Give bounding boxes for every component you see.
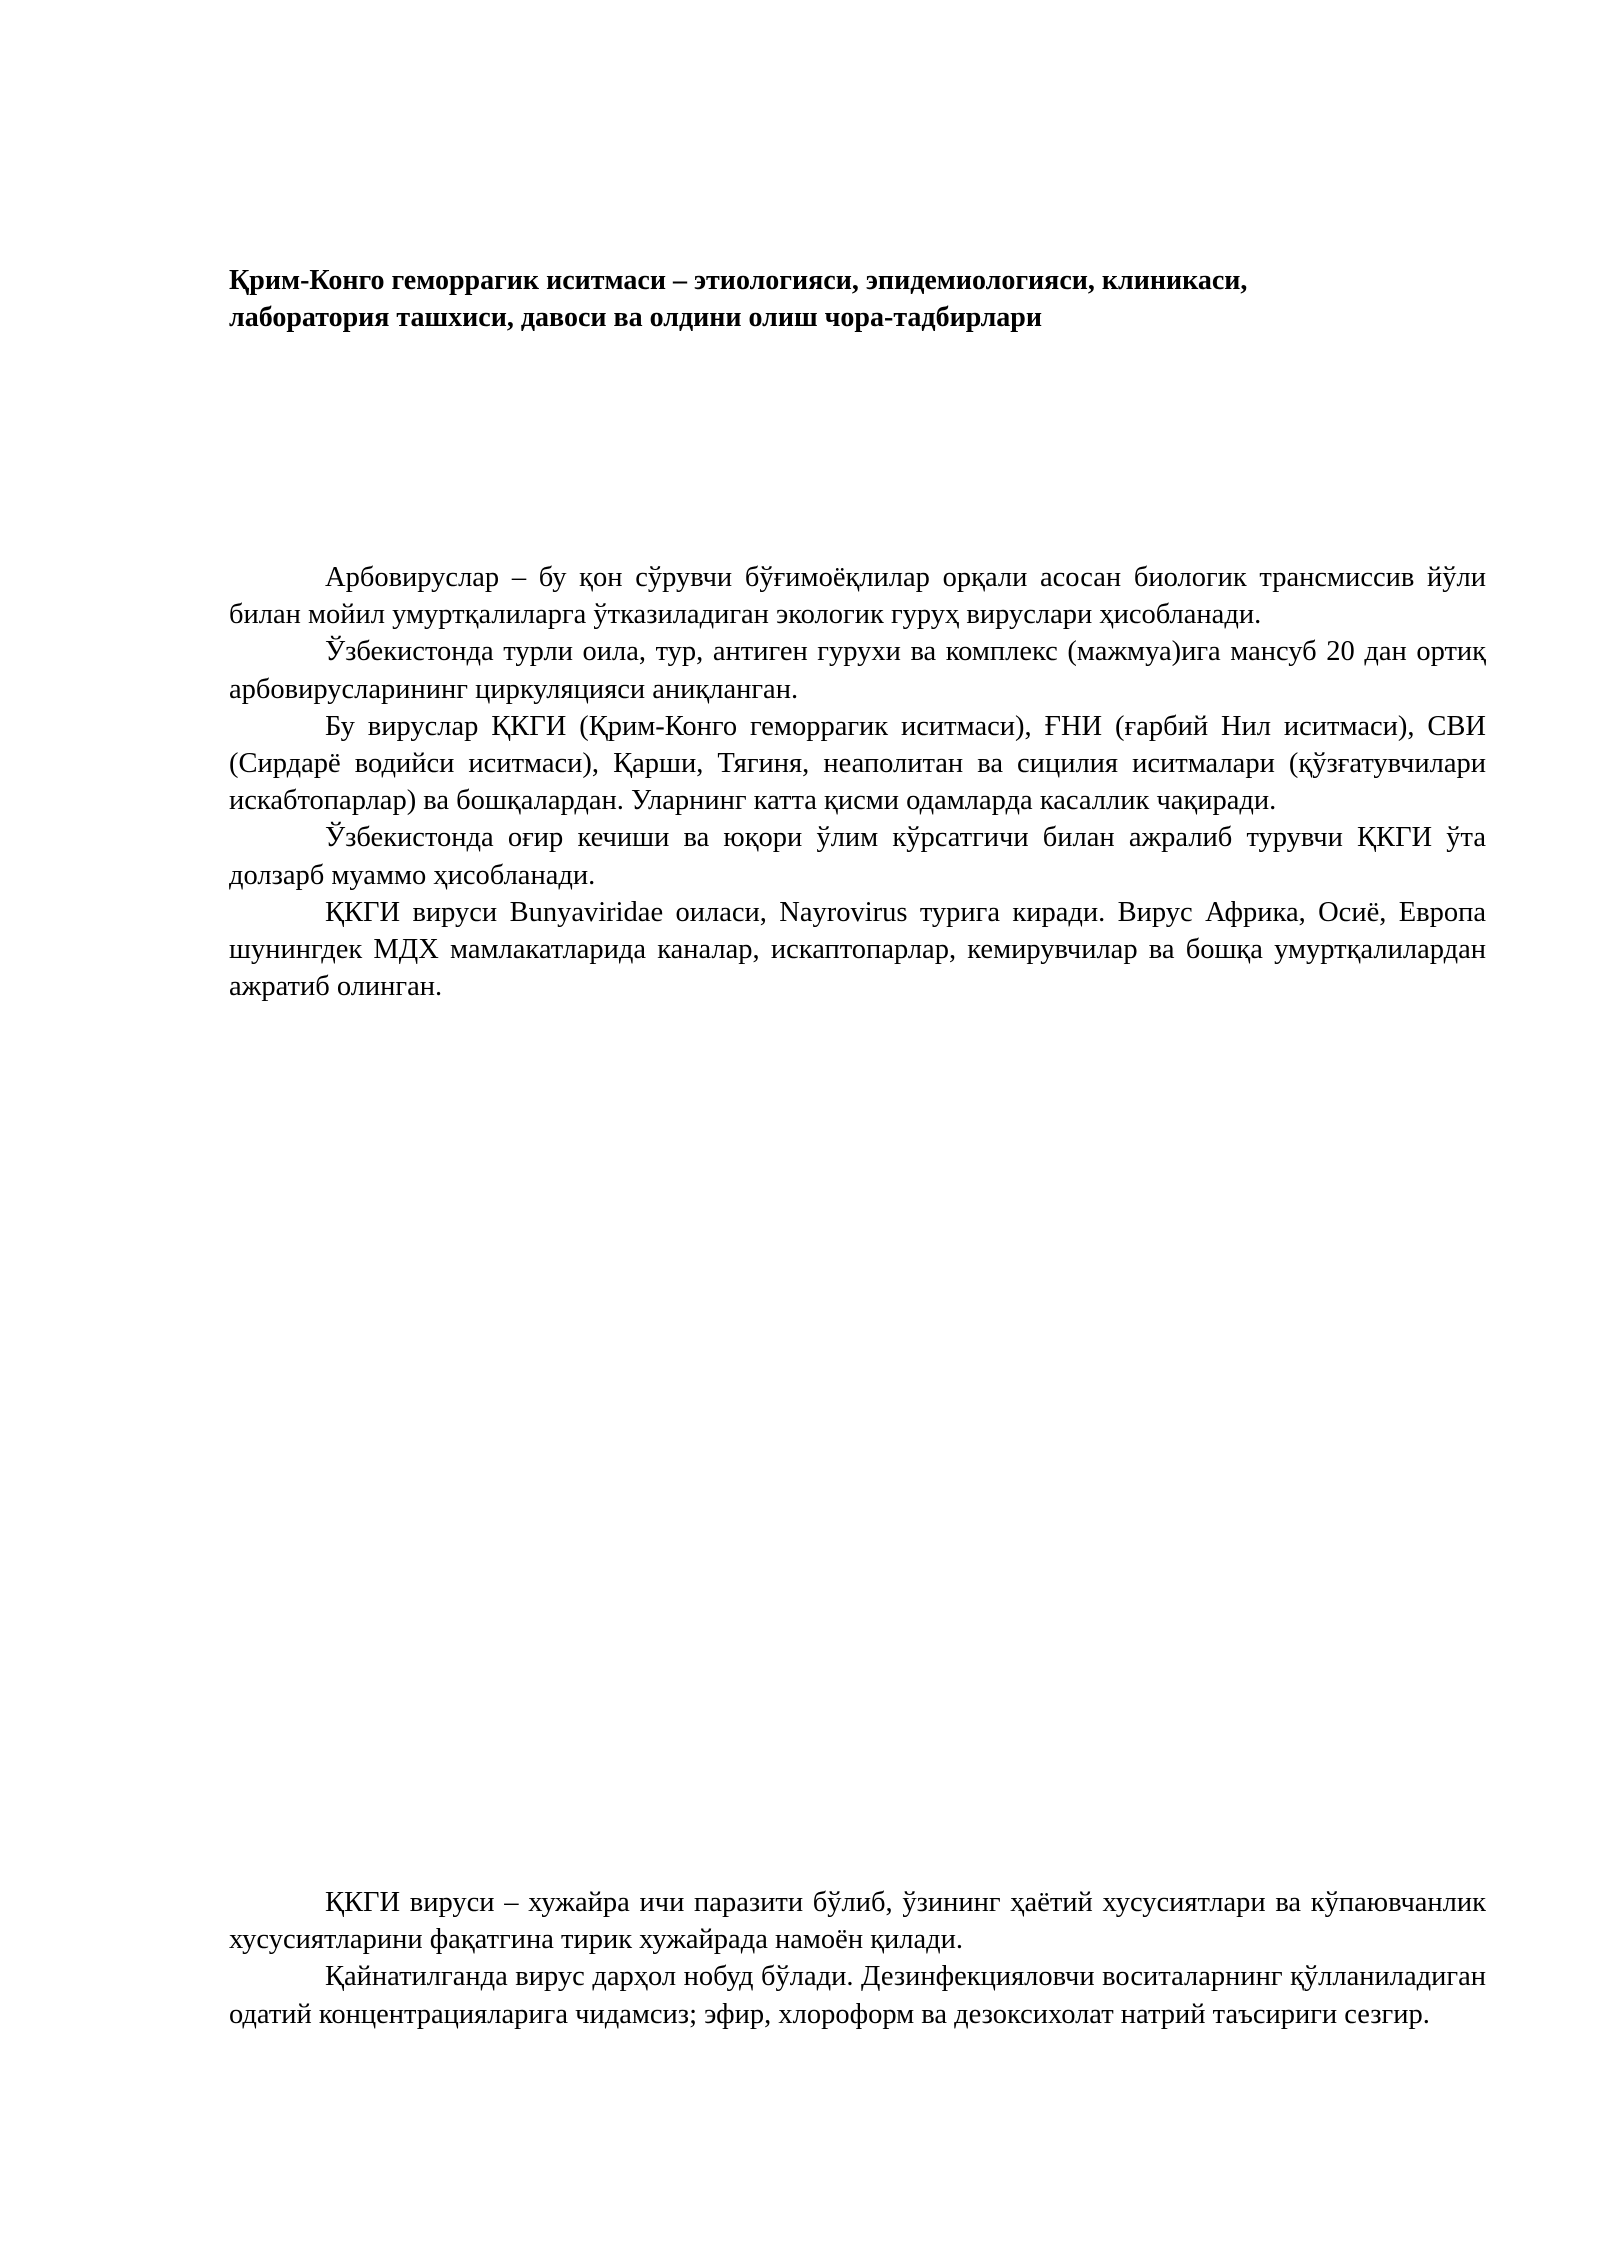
paragraph-arboviruses-definition: Арбовируслар – бу қон сўрувчи бўғимоёқлилар орқали асосан биологик трансмиссив йўли билан мойил умуртқалиларга ўтказиладиган экологик гуруҳ вируслари ҳисобланади. xyxy=(229,562,1486,631)
paragraph-arboviruses-uzbekistan: Ўзбекистонда турли оила, тур, антиген гурухи ва комплекс (мажмуа)ига мансуб 20 дан ортиқ арбовирусларининг циркуляцияси аниқланган. xyxy=(229,636,1486,705)
page-title-line-2: лаборатория ташхиси, давоси ва олдини олиш чора-тадбирлари xyxy=(229,302,1043,333)
page-title xyxy=(229,262,1489,336)
paragraph-cchf-taxonomy: ҚКГИ вируси Bunyaviridae оиласи, Nayrovirus турига киради. Вирус Африка, Осиё, Европа шунингдек МДХ мамлакатларида каналар, искаптопарлар, кемирувчилар ва бошқа умуртқалилардан ажратиб олинган. xyxy=(229,896,1486,1003)
paragraph-cchf-resistance: Қайнатилганда вирус дарҳол нобуд бўлади. Дезинфекцияловчи воситаларнинг қўлланиладиган одатий концентрацияларига чидамсиз; эфир, хлороформ ва дезоксихолат натрий таъсириги сезгир. xyxy=(229,1961,1486,2030)
page-title-line-1: Қрим-Конго геморрагик иситмаси – этиологияси, эпидемиологияси, клиникаси, xyxy=(229,265,1248,296)
body-section-2 xyxy=(229,1884,1486,2033)
paragraph-virus-list: Бу вируслар ҚКГИ (Қрим-Конго геморрагик иситмаси), ҒНИ (ғарбий Нил иситмаси), СВИ (Сирдарё водийси иситмаси), Қарши, Тягиня, неаполитан ва сицилия иситмалари (қўзғатувчилари искабтопарлар) ва бошқалардан. Уларнинг катта қисми одамларда касаллик чақиради. xyxy=(229,710,1486,817)
paragraph-cchf-problem: Ўзбекистонда оғир кечиши ва юқори ўлим кўрсатгичи билан ажралиб турувчи ҚКГИ ўта долзарб муаммо ҳисобланади. xyxy=(229,822,1486,891)
paragraph-cchf-parasite: ҚКГИ вируси – хужайра ичи паразити бўлиб, ўзининг ҳаётий хусусиятлари ва кўпаювчанлик хусусиятларини фақатгина тирик хужайрада намоён қилади. xyxy=(229,1887,1486,1956)
body-section-1 xyxy=(229,559,1486,1005)
